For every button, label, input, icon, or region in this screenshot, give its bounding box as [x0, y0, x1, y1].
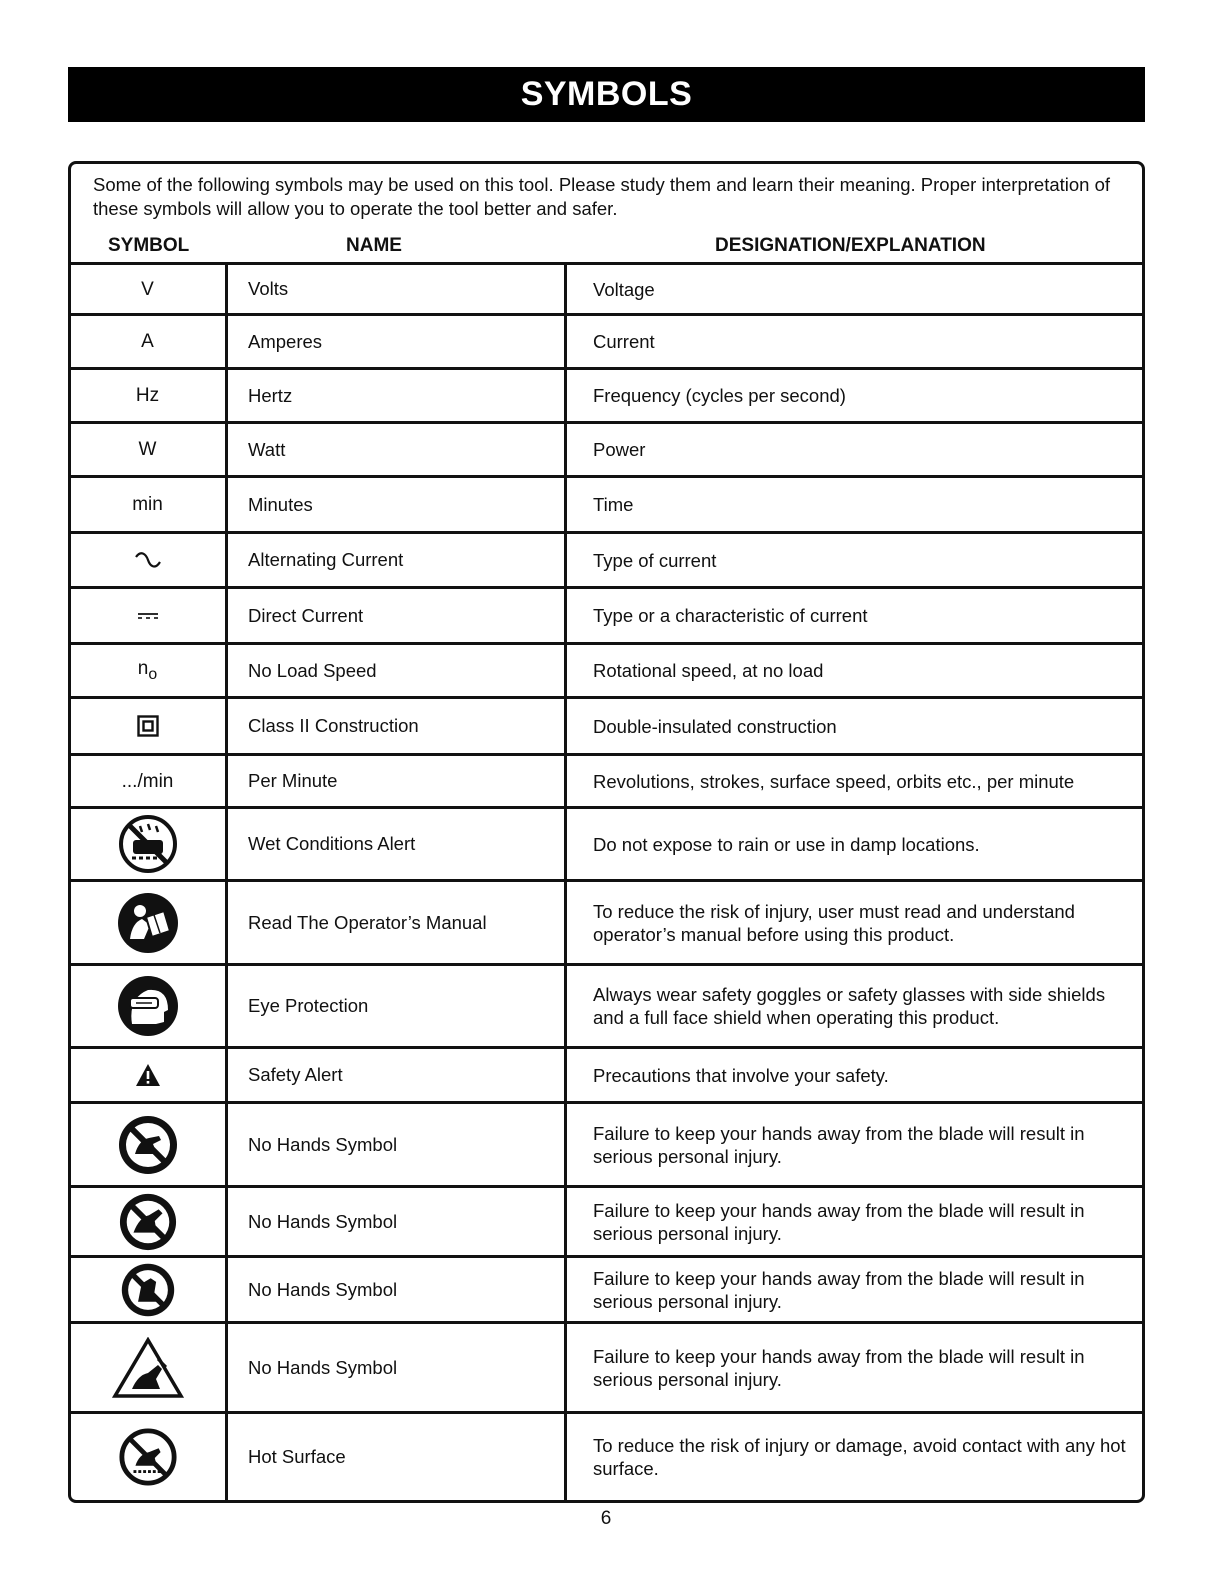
name-cell: Hot Surface: [227, 1413, 566, 1501]
symbol-cell: [70, 1187, 227, 1257]
symbol-cell: [70, 1257, 227, 1323]
table-row: [70, 1187, 1142, 1257]
table-row: [70, 755, 1142, 808]
no-load-symbol: [137, 658, 158, 683]
symbol-cell: [70, 698, 227, 755]
name-cell: Wet Conditions Alert: [227, 808, 566, 881]
name-cell: No Load Speed: [227, 644, 566, 698]
designation-cell: Type of current: [566, 533, 1143, 588]
table-row: [70, 369, 1142, 423]
designation-cell: Frequency (cycles per second): [566, 369, 1143, 423]
designation-cell: Rotational speed, at no load: [566, 644, 1143, 698]
symbol-cell: [70, 1413, 227, 1501]
name-cell: No Hands Symbol: [227, 1103, 566, 1187]
symbol-cell: [70, 1323, 227, 1413]
name-cell: Minutes: [227, 477, 566, 533]
designation-cell: Voltage: [566, 264, 1143, 315]
symbol-text: W: [138, 439, 157, 460]
page-title-banner: [68, 67, 1145, 122]
symbol-cell: [70, 477, 227, 533]
symbol-cell: [70, 1103, 227, 1187]
symbol-cell: [70, 369, 227, 423]
designation-cell: Always wear safety goggles or safety glasses with side shields and a full face shield when operating this product.: [566, 965, 1143, 1048]
symbols-table: [70, 262, 1142, 1501]
symbol-cell: [70, 588, 227, 644]
designation-cell: To reduce the risk of injury or damage, avoid contact with any hot surface.: [566, 1413, 1143, 1501]
designation-cell: Failure to keep your hands away from the blade will result in serious personal injury.: [566, 1187, 1143, 1257]
safety-alert-icon: [135, 1063, 161, 1087]
no-hands-icon: [118, 1192, 178, 1252]
name-cell: Safety Alert: [227, 1048, 566, 1103]
symbol-cell: [70, 423, 227, 477]
alternating-current-icon: [133, 552, 163, 568]
symbol-text: A: [141, 331, 154, 352]
column-header-designation: DESIGNATION/EXPLANATION: [715, 235, 986, 256]
symbol-cell: [70, 533, 227, 588]
no-hands-icon: [117, 1114, 179, 1176]
designation-cell: Failure to keep your hands away from the blade will result in serious personal injury.: [566, 1257, 1143, 1323]
table-row: [70, 423, 1142, 477]
no-hands-warning-icon: [112, 1337, 184, 1399]
class-ii-icon: [137, 715, 159, 737]
eye-protection-icon: [116, 974, 180, 1038]
name-cell: No Hands Symbol: [227, 1257, 566, 1323]
direct-current-icon: [137, 611, 159, 621]
intro-text: Some of the following symbols may be used on this tool. Please study them and learn their meaning. Proper interpretation of these symbols will allow you to operate the tool better and safer.: [93, 174, 1111, 219]
symbol-text: Hz: [135, 385, 160, 406]
symbol-cell: [70, 808, 227, 881]
table-row: [70, 533, 1142, 588]
name-cell: Hertz: [227, 369, 566, 423]
symbol-text: V: [141, 278, 154, 300]
symbol-cell: [70, 644, 227, 698]
wet-conditions-icon: [118, 814, 178, 874]
table-row: [70, 1257, 1142, 1323]
symbol-subscript: o: [148, 665, 158, 683]
symbol-cell: [70, 315, 227, 369]
designation-cell: Failure to keep your hands away from the blade will result in serious personal injury.: [566, 1103, 1143, 1187]
symbol-text: .../min: [121, 770, 174, 792]
name-cell: Per Minute: [227, 755, 566, 808]
designation-cell: Current: [566, 315, 1143, 369]
designation-cell: Time: [566, 477, 1143, 533]
table-row: [70, 644, 1142, 698]
designation-cell: Do not expose to rain or use in damp locations.: [566, 808, 1143, 881]
name-cell: Eye Protection: [227, 965, 566, 1048]
table-row: [70, 1323, 1142, 1413]
name-cell: Direct Current: [227, 588, 566, 644]
table-row: [70, 698, 1142, 755]
symbol-cell: [70, 881, 227, 965]
table-row: [70, 264, 1142, 315]
table-row: [70, 881, 1142, 965]
page-number: 6: [600, 1508, 612, 1529]
symbol-cell: [70, 264, 227, 315]
read-manual-icon: [116, 891, 180, 955]
hot-surface-icon: [118, 1427, 178, 1487]
name-cell: Amperes: [227, 315, 566, 369]
column-header-name: NAME: [346, 235, 402, 256]
designation-cell: Revolutions, strokes, surface speed, orbits etc., per minute: [566, 755, 1143, 808]
name-cell: Read The Operator’s Manual: [227, 881, 566, 965]
table-row: [70, 477, 1142, 533]
page-title: SYMBOLS: [520, 75, 693, 113]
name-cell: Alternating Current: [227, 533, 566, 588]
name-cell: No Hands Symbol: [227, 1323, 566, 1413]
table-row: [70, 315, 1142, 369]
table-row: [70, 1413, 1142, 1501]
name-cell: Watt: [227, 423, 566, 477]
table-row: [70, 588, 1142, 644]
column-header-symbol: SYMBOL: [108, 235, 190, 256]
symbol-cell: [70, 965, 227, 1048]
designation-cell: Failure to keep your hands away from the blade will result in serious personal injury.: [566, 1323, 1143, 1413]
symbol-cell: [70, 755, 227, 808]
table-row: [70, 1048, 1142, 1103]
name-cell: Volts: [227, 264, 566, 315]
designation-cell: Precautions that involve your safety.: [566, 1048, 1143, 1103]
designation-cell: To reduce the risk of injury, user must read and understand operator’s manual before using this product.: [566, 881, 1143, 965]
name-cell: No Hands Symbol: [227, 1187, 566, 1257]
symbol-text: min: [132, 494, 163, 515]
no-hands-icon: [120, 1262, 176, 1318]
name-cell: Class II Construction: [227, 698, 566, 755]
designation-cell: Double-insulated construction: [566, 698, 1143, 755]
table-row: [70, 808, 1142, 881]
table-row: [70, 965, 1142, 1048]
table-row: [70, 1103, 1142, 1187]
symbol-text: n: [137, 658, 149, 680]
symbol-cell: [70, 1048, 227, 1103]
designation-cell: Type or a characteristic of current: [566, 588, 1143, 644]
designation-cell: Power: [566, 423, 1143, 477]
